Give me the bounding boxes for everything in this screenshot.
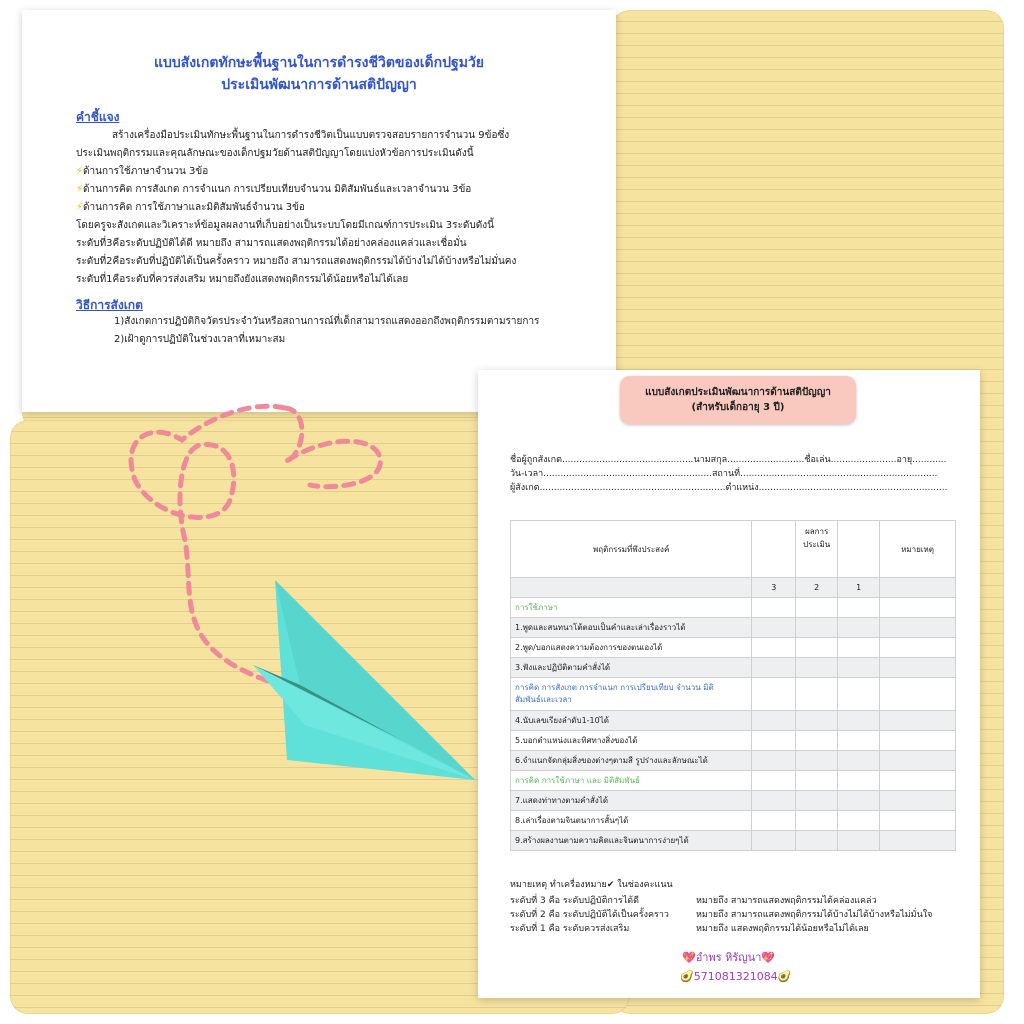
avocado-icon: 🥑 xyxy=(680,970,694,983)
behavior-item: 8.เล่าเรื่องตามจินตนาการสั้นๆได้ xyxy=(511,811,752,831)
score-2-header: 2 xyxy=(796,578,838,598)
form-field-line: วัน-เวลา...........................................................สถานที่..................................................................... xyxy=(510,469,938,479)
behavior-item: 1.พูดและสนทนาโต้ตอบเป็นคำและเล่าเรื่องราวได้ xyxy=(511,618,752,638)
legend-meaning-2: หมายถึง สามารถแสดงพฤติกรรมได้บ้างไม่ได้บ้างหรือไม่มั่นใจ xyxy=(696,910,933,920)
form-field-line: ผู้สังเกต.................................................................ตำแหน่ง.................................................................. xyxy=(510,483,948,493)
lightning-icon: ⚡ xyxy=(76,184,84,195)
method-item: 1)สังเกตการปฏิบัติกิจวัตรประจำวันหรือสถานการณ์ที่เด็กสามารถแสดงออกถึงพฤติกรรมตามรายการ xyxy=(114,316,540,327)
col-result-header: ผลการประเมิน xyxy=(796,521,838,578)
form-title: แบบสังเกตประเมินพัฒนาการด้านสติปัญญา xyxy=(645,387,831,398)
section-row xyxy=(511,678,956,711)
author-name xyxy=(682,948,775,966)
table-row xyxy=(511,711,956,731)
col-behavior-header: พฤติกรรมที่พึงประสงค์ xyxy=(511,521,752,578)
score-header-row xyxy=(511,578,956,598)
score-cell[interactable] xyxy=(838,811,880,831)
avocado-icon: 🥑 xyxy=(777,970,792,983)
paper-plane-icon xyxy=(245,575,485,790)
heart-icon: 💖 xyxy=(761,951,776,964)
heart-icon: 💖 xyxy=(682,951,696,964)
bullet-label: ด้านการคิด การสังเกต การจำแนก การเปรียบเทียบจำนวน มิติสัมพันธ์และเวลาจำนวน 3ข้อ xyxy=(83,184,472,195)
score-cell[interactable] xyxy=(752,618,796,638)
legend-level-2: ระดับที่ 2 คือ ระดับปฏิบัติได้เป็นครั้งคราว xyxy=(510,910,669,920)
table-row xyxy=(511,658,956,678)
explain-heading: คำชี้แจง xyxy=(76,110,120,124)
table-row xyxy=(511,618,956,638)
method-item: 2)เฝ้าดูการปฏิบัติในช่วงเวลาที่เหมาะสม xyxy=(114,334,286,345)
level-2-text: ระดับที่2คือระดับที่ปฏิบัติได้เป็นครั้งคราว หมายถึง สามารถแสดงพฤติกรรมได้บ้างไม่ได้บ้างหรือไม่มั่นคง xyxy=(76,256,517,267)
explain-text: สร้างเครื่องมือประเมินทักษะพื้นฐานในการดำรงชีวิตเป็นแบบตรวจสอบรายการจำนวน 9ข้อซึ่ง xyxy=(112,130,510,141)
section-label xyxy=(511,678,752,711)
author-id xyxy=(680,970,791,983)
level-1-text: ระดับที่1คือระดับที่ควรส่งเสริม หมายถึงยังแสดงพฤติกรรมได้น้อยหรือไม่ได้เลย xyxy=(76,274,409,285)
page-title: แบบสังเกตทักษะพื้นฐานในการดำรงชีวิตของเด็กปฐมวัย xyxy=(153,55,485,71)
section-label-line: การคิด การสังเกต การจำแนก การเปรียบเทียบ จำนวน มิติ xyxy=(515,683,714,692)
table-row xyxy=(511,731,956,751)
bullet-label: ด้านการคิด การใช้ภาษาและมิติสัมพันธ์จำนวน 3ข้อ xyxy=(83,202,305,213)
note-cell[interactable] xyxy=(880,658,956,678)
score-cell[interactable] xyxy=(796,831,838,851)
score-cell[interactable] xyxy=(752,751,796,771)
behavior-item: 4.นับเลขเรียงลำดับ1-10ได้ xyxy=(511,711,752,731)
score-cell[interactable] xyxy=(796,618,838,638)
score-cell[interactable] xyxy=(838,731,880,751)
score-cell[interactable] xyxy=(838,638,880,658)
form-subtitle: (สำหรับเด็กอายุ 3 ปี) xyxy=(691,402,785,413)
lightning-icon: ⚡ xyxy=(76,166,84,177)
score-cell[interactable] xyxy=(796,711,838,731)
author-name-text: อำพร หิรัญนา xyxy=(695,951,762,964)
score-cell[interactable] xyxy=(752,831,796,851)
bullet-label: ด้านการใช้ภาษาจำนวน 3ข้อ xyxy=(83,166,209,177)
section-row xyxy=(511,598,956,618)
table-row xyxy=(511,751,956,771)
behavior-item: 6.จำแนกจัดกลุ่มสิ่งของต่างๆตามสี รูปร่างและลักษณะได้ xyxy=(511,751,752,771)
note-cell[interactable] xyxy=(880,751,956,771)
author-id-text: 571081321084 xyxy=(693,970,778,983)
section-row xyxy=(511,771,956,791)
score-cell[interactable] xyxy=(838,831,880,851)
behavior-item: 3.ฟังและปฏิบัติตามคำสั่งได้ xyxy=(511,658,752,678)
criteria-text: โดยครูจะสังเกตและวิเคราะห์ข้อมูลผลงานที่เก็บอย่างเป็นระบบโดยมีเกณฑ์การประเมิน 3ระดับดังนี้ xyxy=(76,220,494,231)
score-cell[interactable] xyxy=(838,618,880,638)
bullet-item xyxy=(76,164,208,179)
section-label: การคิด การใช้ภาษา และ มิติสัมพันธ์ xyxy=(511,771,752,791)
score-cell[interactable] xyxy=(752,791,796,811)
form-field-line: ชื่อผู้ถูกสังเกต..............................................นามสกุล...........................ชื่อเล่น.......................อายุ............ xyxy=(510,455,947,465)
lightning-icon: ⚡ xyxy=(76,202,84,213)
score-cell[interactable] xyxy=(796,791,838,811)
level-3-text: ระดับที่3คือระดับปฏิบัติได้ดี หมายถึง สามารถแสดงพฤติกรรมได้อย่างคล่องแคล่วและเชื่อมั่น xyxy=(76,238,467,249)
legend-title: หมายเหตุ ทำเครื่องหมาย✔ ในช่องคะแนน xyxy=(510,880,673,890)
score-cell[interactable] xyxy=(796,811,838,831)
score-3-header: 3 xyxy=(752,578,796,598)
note-cell[interactable] xyxy=(880,618,956,638)
score-cell[interactable] xyxy=(752,811,796,831)
legend-meaning-3: หมายถึง สามารถแสดงพฤติกรรมได้คล่องแคล่ว xyxy=(696,896,877,906)
bullet-item xyxy=(76,200,305,215)
table-header-row xyxy=(511,521,956,578)
score-cell[interactable] xyxy=(838,711,880,731)
score-cell[interactable] xyxy=(752,658,796,678)
score-1-header: 1 xyxy=(838,578,880,598)
observation-form-page xyxy=(478,370,980,998)
col-note-header: หมายเหตุ xyxy=(880,521,956,578)
explain-text: ประเมินพฤติกรรมและคุณลักษณะของเด็กปฐมวัยด้านสติปัญญาโดยแบ่งหัวข้อการประเมินดังนี้ xyxy=(76,148,474,159)
legend-level-1: ระดับที่ 1 คือ ระดับควรส่งเสริม xyxy=(510,924,630,934)
section-label: การใช้ภาษา xyxy=(511,598,752,618)
legend-meaning-1: หมายถึง แสดงพฤติกรรมได้น้อยหรือไม่ได้เลย xyxy=(696,924,869,934)
score-cell[interactable] xyxy=(752,638,796,658)
behavior-item: 7.แสดงท่าทางตามคำสั่งได้ xyxy=(511,791,752,811)
bullet-item xyxy=(76,182,471,197)
score-cell[interactable] xyxy=(796,751,838,771)
table-row xyxy=(511,831,956,851)
score-cell[interactable] xyxy=(838,791,880,811)
score-cell[interactable] xyxy=(796,731,838,751)
form-title-banner xyxy=(620,376,856,424)
table-row xyxy=(511,638,956,658)
score-cell[interactable] xyxy=(752,711,796,731)
note-cell[interactable] xyxy=(880,638,956,658)
note-cell[interactable] xyxy=(880,711,956,731)
table-row xyxy=(511,791,956,811)
observation-table xyxy=(510,520,956,851)
score-cell[interactable] xyxy=(752,731,796,751)
instructions-page xyxy=(22,10,616,412)
score-cell[interactable] xyxy=(796,658,838,678)
page-subtitle: ประเมินพัฒนาการด้านสติปัญญา xyxy=(221,77,417,93)
behavior-item: 5.บอกตำแหน่งและทิศทางสิ่งของได้ xyxy=(511,731,752,751)
table-row xyxy=(511,811,956,831)
score-cell[interactable] xyxy=(796,638,838,658)
score-cell[interactable] xyxy=(838,658,880,678)
behavior-item: 2.พูด/บอกแสดงความต้องการของตนเองได้ xyxy=(511,638,752,658)
note-cell[interactable] xyxy=(880,831,956,851)
legend-level-3: ระดับที่ 3 คือ ระดับปฏิบัติการได้ดี xyxy=(510,896,639,906)
section-label-line: สัมพันธ์และเวลา xyxy=(515,695,572,704)
score-cell[interactable] xyxy=(838,751,880,771)
note-cell[interactable] xyxy=(880,731,956,751)
note-cell[interactable] xyxy=(880,811,956,831)
behavior-item: 9.สร้างผลงานตามความคิดและจินตนาการง่ายๆได้ xyxy=(511,831,752,851)
note-cell[interactable] xyxy=(880,791,956,811)
method-heading: วิธีการสังเกต xyxy=(76,298,143,312)
